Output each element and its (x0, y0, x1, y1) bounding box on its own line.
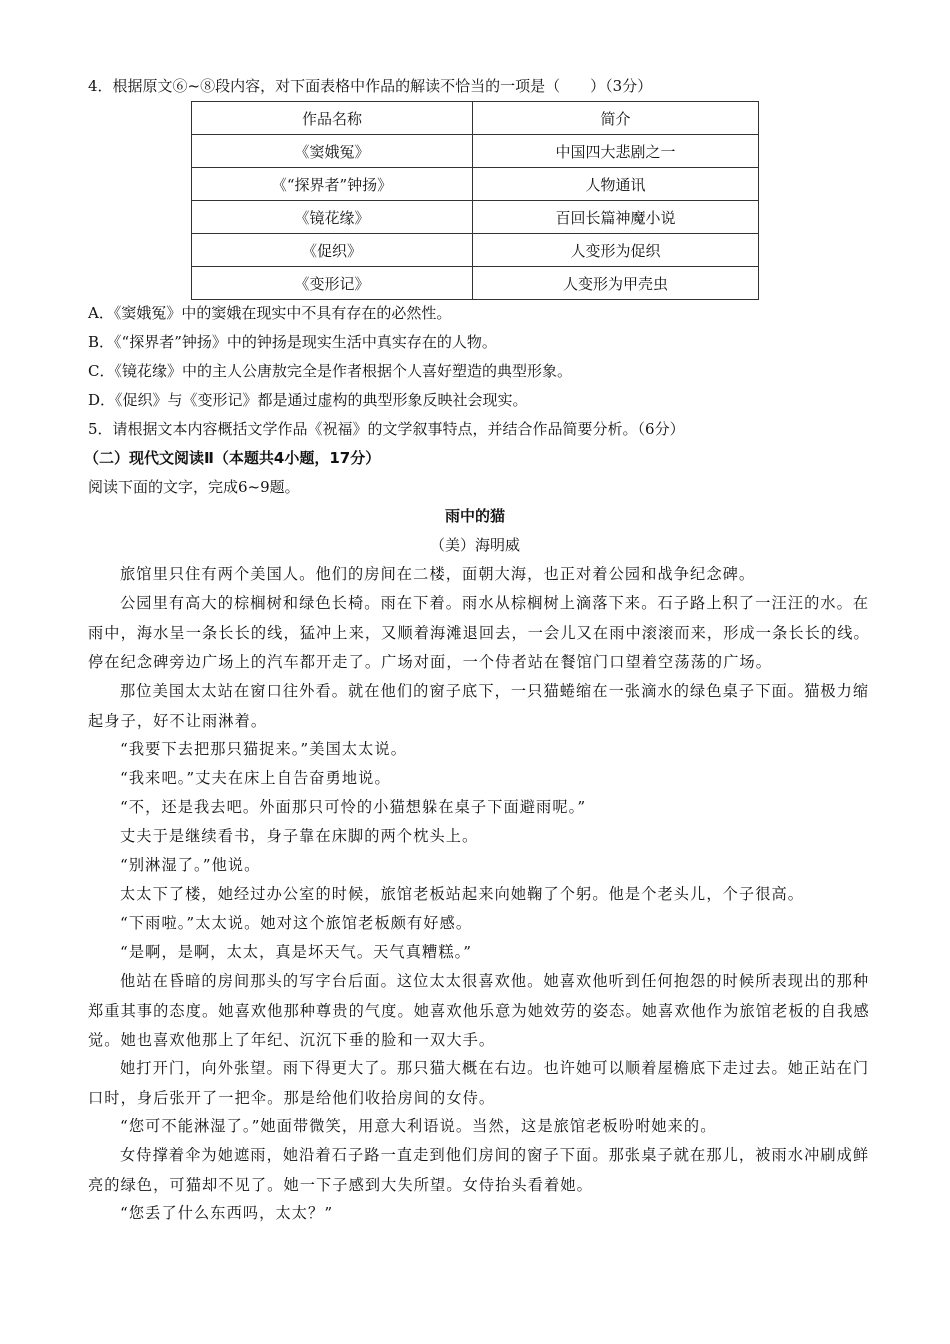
paragraph: “我来吧。”丈夫在床上自告奋勇地说。 (120, 769, 391, 787)
table-cell-intro: 中国四大悲剧之一 (473, 135, 759, 168)
paragraph: “下雨啦。”太太说。她对这个旅馆老板颇有好感。 (120, 914, 473, 932)
reading-instruction: 阅读下面的文字，完成6~9题。 (88, 478, 300, 496)
paragraph: 旅馆里只住有两个美国人。他们的房间在二楼，面朝大海，也正对着公园和战争纪念碑。 (120, 565, 756, 583)
paragraph: “我要下去把那只猫捉来。”美国太太说。 (120, 740, 408, 758)
table-header-intro: 简介 (473, 102, 759, 135)
option-d: D．《促织》与《变形记》都是通过虚构的典型形象反映社会现实。 (88, 391, 528, 409)
paragraph: 丈夫于是继续看书，身子靠在床脚的两个枕头上。 (120, 827, 479, 845)
paragraph: 她打开门，向外张望。雨下得更大了。那只猫大概在右边。也许她可以顺着屋檐底下走过去。她正站在门口时，身后张开了一把伞。那是给他们收拾房间的女侍。 (88, 1059, 870, 1107)
question-5: 5．请根据文本内容概括文学作品《祝福》的文学叙事特点，并结合作品简要分析。（6分） (88, 420, 685, 438)
paragraph: 他站在昏暗的房间那头的写字台后面。这位太太很喜欢他。她喜欢他听到任何抱怨的时候所表现出的那种郑重其事的态度。她喜欢他那种尊贵的气度。她喜欢他乐意为她效劳的姿态。她喜欢他作为旅馆老板的自我感觉。她也喜欢他那上了年纪、沉沉下垂的脸和一双大手。 (88, 972, 870, 1049)
table-cell-intro: 人物通讯 (473, 168, 759, 201)
paragraph: “您可不能淋湿了。”她面带微笑，用意大利语说。当然，这是旅馆老板吩咐她来的。 (120, 1117, 717, 1135)
option-c: C．《镜花缘》中的主人公唐敖完全是作者根据个人喜好塑造的典型形象。 (88, 362, 572, 380)
paragraph: 公园里有高大的棕榈树和绿色长椅。雨在下着。雨水从棕榈树上滴落下来。石子路上积了一汪汪的水。在雨中，海水呈一条长长的线，猛冲上来，又顺着海滩退回去，一会儿又在雨中滚滚而来，形成一条长长的线。停在纪念碑旁边广场上的汽车都开走了。广场对面，一个侍者站在餐馆门口望着空荡荡的广场。 (88, 594, 870, 671)
table-cell-title: 《促织》 (192, 234, 473, 267)
table-header-title: 作品名称 (192, 102, 473, 135)
option-a: A．《窦娥冤》中的窦娥在现实中不具有存在的必然性。 (88, 304, 452, 322)
story-author: （美）海明威 (429, 536, 520, 554)
table-cell-intro: 百回长篇神魔小说 (473, 201, 759, 234)
table-cell-intro: 人变形为促织 (473, 234, 759, 267)
paragraph: 那位美国太太站在窗口往外看。就在他们的窗子底下，一只猫蜷缩在一张滴水的绿色桌子下面。猫极力缩起身子，好不让雨淋着。 (88, 682, 870, 730)
table-cell-title: 《“探界者”钟扬》 (192, 168, 473, 201)
section-heading: （二）现代文阅读Ⅱ（本题共4小题，17分） (84, 449, 381, 467)
paragraph: “是啊，是啊，太太，真是坏天气。天气真糟糕。” (120, 943, 473, 961)
paragraph: “别淋湿了。”他说。 (120, 856, 261, 874)
paragraph: “不，还是我去吧。外面那只可怜的小猫想躲在桌子下面避雨呢。” (120, 798, 587, 816)
table-row (192, 234, 759, 267)
question-4-stem: 4．根据原文⑥~⑧段内容，对下面表格中作品的解读不恰当的一项是（ ）（3分） (88, 77, 653, 95)
option-b: B．《“探界者”钟扬》中的钟扬是现实生活中真实存在的人物。 (88, 333, 497, 351)
table-row (192, 168, 759, 201)
table-cell-title: 《窦娥冤》 (192, 135, 473, 168)
works-table (191, 101, 759, 300)
table-row (192, 267, 759, 300)
paragraph: “您丢了什么东西吗，太太？” (120, 1204, 334, 1222)
story-title: 雨中的猫 (444, 507, 505, 525)
table-header-row (192, 102, 759, 135)
paragraph: 太太下了楼，她经过办公室的时候，旅馆老板站起来向她鞠了个躬。他是个老头儿，个子很高。 (120, 885, 805, 903)
table-row (192, 201, 759, 234)
table-row (192, 135, 759, 168)
table-cell-intro: 人变形为甲壳虫 (473, 267, 759, 300)
paragraph: 女侍撑着伞为她遮雨，她沿着石子路一直走到他们房间的窗子下面。那张桌子就在那儿，被雨水冲刷成鲜亮的绿色，可猫却不见了。她一下子感到大失所望。女侍抬头看着她。 (88, 1146, 870, 1194)
table-cell-title: 《变形记》 (192, 267, 473, 300)
table-cell-title: 《镜花缘》 (192, 201, 473, 234)
